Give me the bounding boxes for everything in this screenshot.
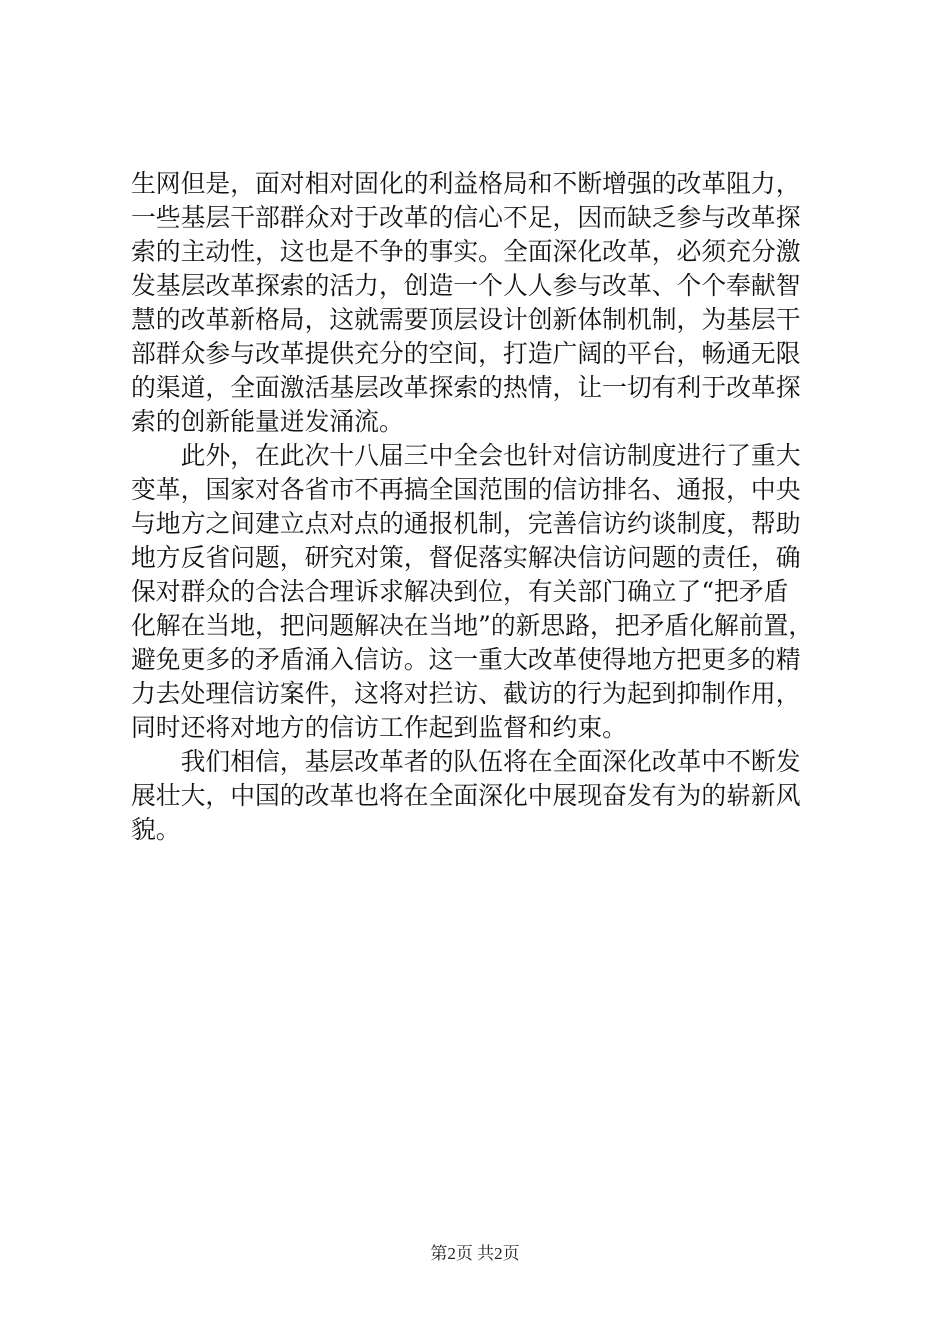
text-line: 索的主动性，这也是不争的事实。全面深化改革，必须充分激 (131, 237, 801, 266)
text-line: 与地方之间建立点对点的通报机制，完善信访约谈制度，帮助 (131, 509, 801, 538)
text-line: 一些基层干部群众对于改革的信心不足，因而缺乏参与改革探 (131, 203, 801, 232)
text-line: 貌。 (131, 815, 181, 844)
text-line: 此外，在此次十八届三中全会也针对信访制度进行了重大 (131, 441, 801, 470)
text-line: 慧的改革新格局，这就需要顶层设计创新体制机制，为基层干 (131, 305, 801, 334)
text-line: 发基层改革探索的活力，创造一个人人参与改革、个个奉献智 (131, 271, 801, 300)
text-line: 地方反省问题，研究对策，督促落实解决信访问题的责任，确 (131, 543, 801, 572)
page-footer: 第2页 共2页 (430, 1244, 520, 1263)
text-line: 索的创新能量迸发涌流。 (131, 407, 404, 436)
text-line: 避免更多的矛盾涌入信访。这一重大改革使得地方把更多的精 (131, 645, 801, 674)
text-line: 部群众参与改革提供充分的空间，打造广阔的平台，畅通无限 (131, 339, 801, 368)
text-line: 力去处理信访案件，这将对拦访、截访的行为起到抑制作用， (131, 679, 801, 708)
text-line: 的渠道，全面激活基层改革探索的热情，让一切有利于改革探 (131, 373, 801, 402)
text-line: 保对群众的合法合理诉求解决到位，有关部门确立了“把矛盾 (131, 577, 789, 606)
text-line: 生网但是，面对相对固化的利益格局和不断增强的改革阻力， (131, 169, 801, 198)
text-line: 展壮大，中国的改革也将在全面深化中展现奋发有为的崭新风 (131, 781, 801, 810)
text-line: 化解在当地，把问题解决在当地”的新思路，把矛盾化解前置， (131, 611, 814, 640)
text-line: 变革，国家对各省市不再搞全国范围的信访排名、通报，中央 (131, 475, 801, 504)
body-text (131, 167, 841, 847)
text-line: 同时还将对地方的信访工作起到监督和约束。 (131, 713, 627, 742)
text-line: 我们相信，基层改革者的队伍将在全面深化改革中不断发 (131, 747, 801, 776)
